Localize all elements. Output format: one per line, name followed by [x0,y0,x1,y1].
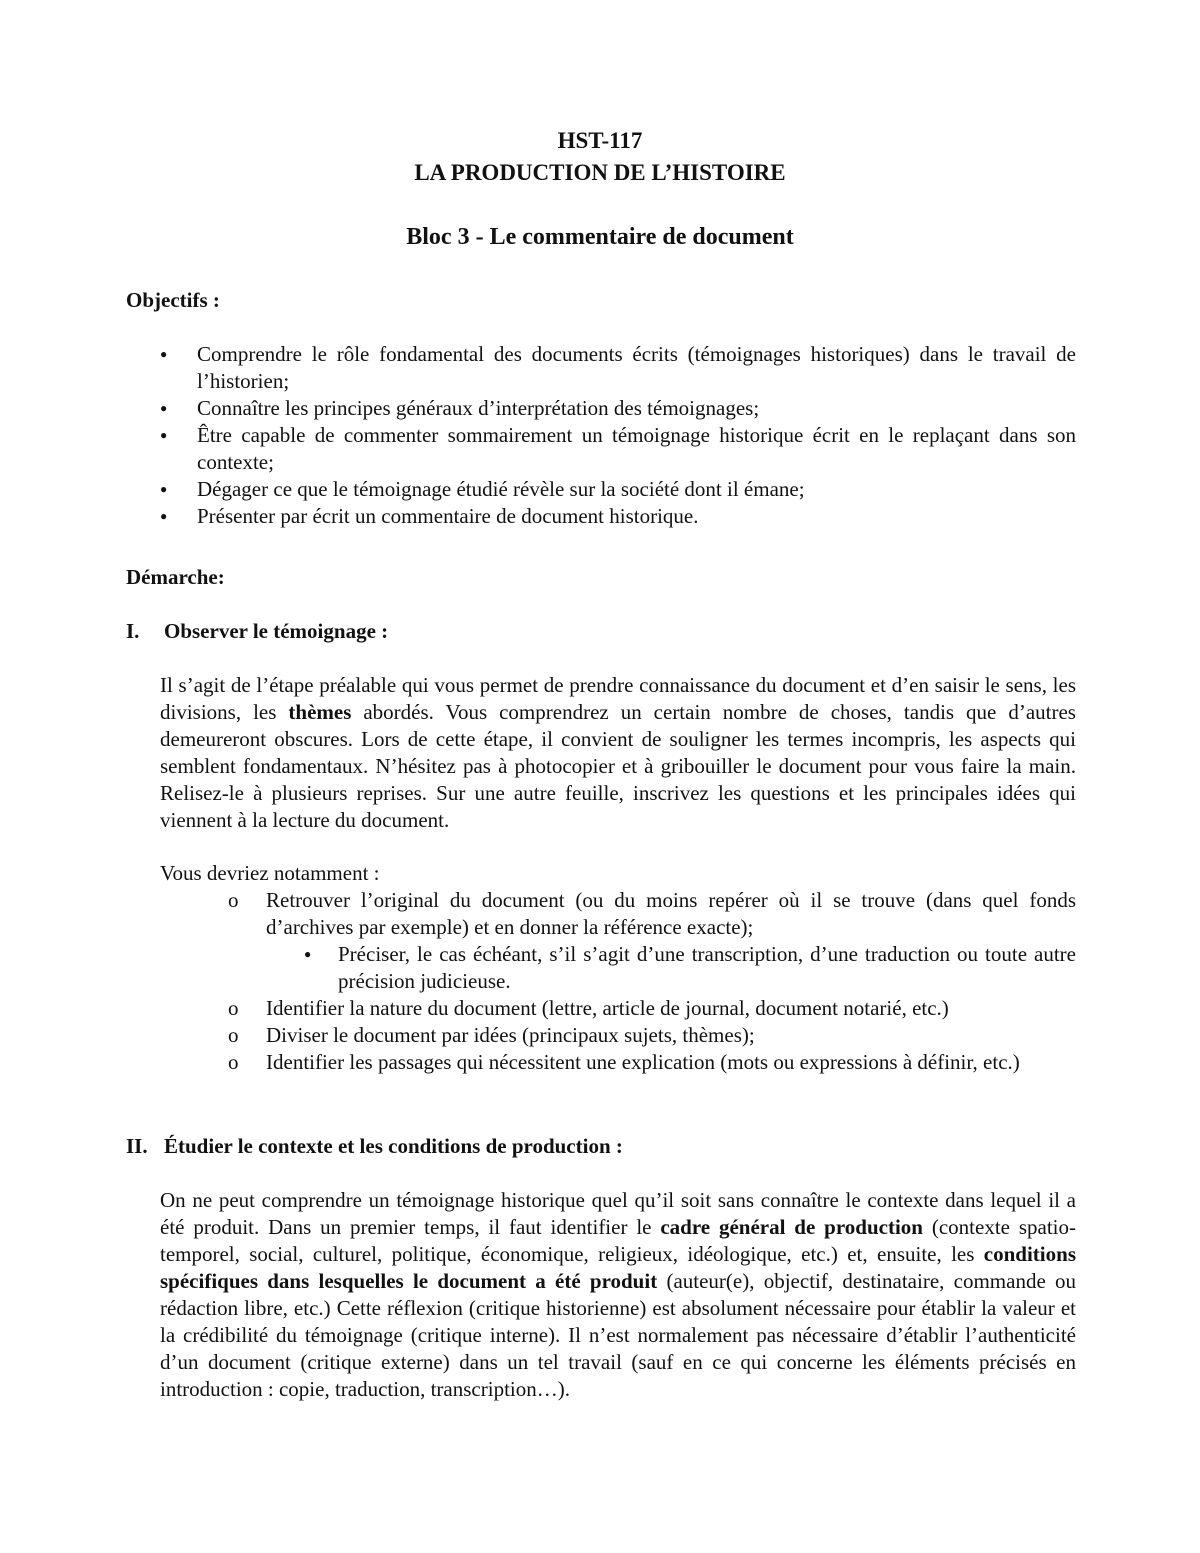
bullet-icon [304,941,311,971]
section1-paragraph: Il s’agit de l’étape préalable qui vous permet de prendre connaissance du document et d’en saisir le sens, les divisions, les thèmes abordés. Vous comprendrez un certain nombre de choses, tandis que d’autres demeureront obscures. Lors de cette étape, il convient de souligner les termes incompris, les aspects qui semblent fondamentaux. N’hésitez pas à photocopier et à gribouiller le document pour vous faire la main. Relisez-le à plusieurs reprises. Sur une autre feuille, inscrivez les questions et les principales idées qui viennent à la lecture du document. [160,673,1076,832]
list-item: o Retrouver l’original du document (ou du moins repérer où il se trouve (dans quel fonds d’archives par exemple) et en donner la référence exacte); ● Préciser, le cas échéant, s’il s’agit d’une transcription, d’une traduction ou toute autre précision judicieuse. [228,887,1076,995]
list-item: ● Connaître les principes généraux d’interprétation des témoignages; [126,395,1076,422]
section-heading-2 [126,1133,623,1160]
section-number: I. [126,619,140,643]
section1-list [228,887,1076,1076]
list-item: ● Être capable de commenter sommairement un témoignage historique écrit en le replaçant dans son contexte; [126,422,1076,476]
bullet-icon [160,422,167,452]
section-number: II. [126,1134,148,1158]
section1-intro: Vous devriez notamment : [160,861,380,885]
list-marker: o [228,1050,239,1074]
section-title: Étudier le contexte et les conditions de production : [164,1134,623,1158]
list-item: o Identifier les passages qui nécessitent une explication (mots ou expressions à définir, etc.) [228,1050,1020,1074]
bloc-title: Bloc 3 - Le commentaire de document [406,224,794,250]
section1-sublist [266,941,1076,995]
section-heading-1 [126,618,388,645]
list-marker: o [228,996,239,1020]
bullet-icon [160,503,167,533]
list-item: ● Dégager ce que le témoignage étudié révèle sur la société dont il émane; [126,476,1076,503]
list-item: ● Préciser, le cas échéant, s’il s’agit d’une transcription, d’une traduction ou toute autre précision judicieuse. [266,941,1076,995]
bullet-icon [160,395,167,425]
list-item: o Identifier la nature du document (lettre, article de journal, document notarié, etc.) [228,996,949,1020]
list-item: o Diviser le document par idées (principaux sujets, thèmes); [228,1023,755,1047]
list-item: ● Comprendre le rôle fondamental des documents écrits (témoignages historiques) dans le travail de l’historien; [126,341,1076,395]
list-marker: o [228,1023,239,1047]
objectifs-list [126,341,1076,530]
bullet-icon [160,341,167,371]
section-title: Observer le témoignage : [164,619,389,643]
course-code: HST-117 [557,128,643,153]
objectifs-label: Objectifs : [126,288,220,312]
bullet-icon [160,476,167,506]
course-title: LA PRODUCTION DE L’HISTOIRE [414,160,786,185]
section2-paragraph: On ne peut comprendre un témoignage historique quel qu’il soit sans connaître le contexte dans lequel il a été produit. Dans un premier temps, il faut identifier le cadre général de production (contexte spatio-temporel, social, culturel, politique, économique, religieux, idéologique, etc.) et, ensuite, les conditions spécifiques dans lesquelles le document a été produit (auteur(e), objectif, destinataire, commande ou rédaction libre, etc.) Cette réflexion (critique historienne) est absolument nécessaire pour établir la valeur et la crédibilité du témoignage (critique interne). Il n’est normalement pas nécessaire d’établir l’authenticité d’un document (critique externe) dans un tel travail (sauf en ce qui concerne les éléments précisés en introduction : copie, traduction, transcription…). [160,1188,1077,1401]
list-marker: o [228,888,239,912]
demarche-label: Démarche: [126,565,225,589]
list-item: ● Présenter par écrit un commentaire de document historique. [126,503,1076,530]
